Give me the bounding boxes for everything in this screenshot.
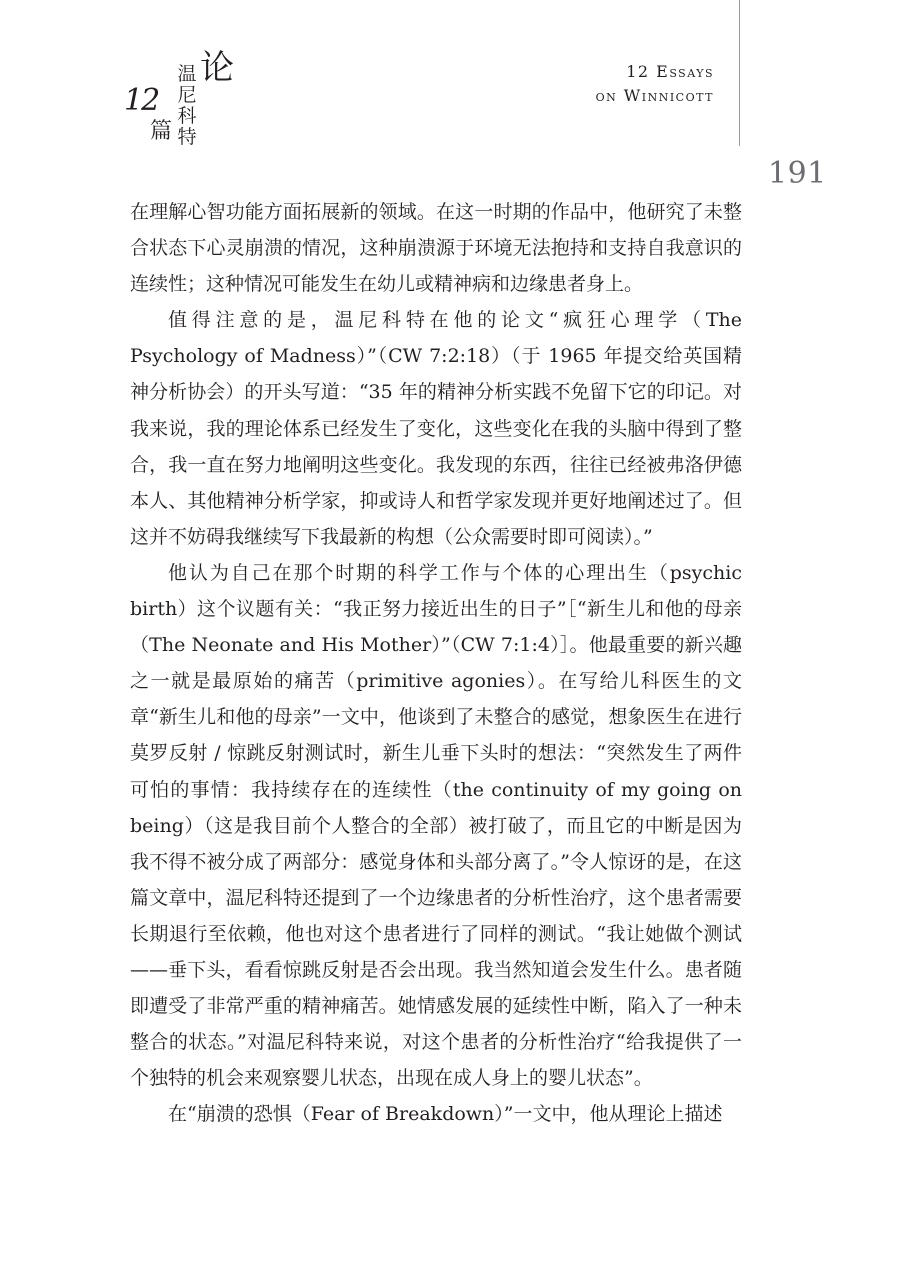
book-series-logo	[124, 50, 244, 150]
logo-char: 尼	[177, 84, 197, 106]
body-text	[130, 194, 742, 1132]
paragraph: 值得注意的是，温尼科特在他的论文“疯狂心理学（The Psychology of Madness）”（CW 7:2:18）（于 1965 年提交给英国精神分析协会）的开头写道：“35 年的精神分析实践不免留下它的印记。对我来说，我的理论体系已经发生了变化，这些变化在我的头脑中得到了整合，我一直在努力地阐明这些变化。我发现的东西，往往已经被弗洛伊德本人、其他精神分析学家，抑或诗人和哲学家发现并更好地阐述过了。但这并不妨碍我继续写下我最新的构想（公众需要时即可阅读）。”	[130, 309, 742, 548]
header-divider	[739, 0, 740, 146]
running-header	[596, 60, 714, 108]
paragraph: 在“崩溃的恐惧（Fear of Breakdown）”一文中，他从理论上描述	[168, 1103, 723, 1126]
page-number: 191	[768, 156, 827, 191]
running-header-line1: 12 Essays	[626, 62, 714, 81]
logo-number: 12	[124, 83, 159, 118]
logo-char: 科	[177, 105, 197, 127]
logo-char: 温	[177, 63, 197, 85]
logo-vertical-text	[176, 64, 198, 148]
paragraph: 他认为自己在那个时期的科学工作与个体的心理出生（psychic birth）这个议题有关：“我正努力接近出生的日子”［“新生儿和他的母亲（The Neonate and His Mother）”（CW 7:1:4）］。他最重要的新兴趣之一就是最原始的痛苦（primitive agonies）。在写给儿科医生的文章“新生儿和他的母亲”一文中，他谈到了未整合的感觉，想象医生在进行莫罗反射 / 惊跳反射测试时，新生儿垂下头时的想法：“突然发生了两件可怕的事情：我持续存在的连续性（the continuity of my going on being）（这是我目前个人整合的全部）被打破了，而且它的中断是因为我不得不被分成了两部分：感觉身体和头部分离了。”令人惊讶的是，在这篇文章中，温尼科特还提到了一个边缘患者的分析性治疗，这个患者需要长期退行至依赖，他也对这个患者进行了同样的测试。“我让她做个测试——垂下头，看看惊跳反射是否会出现。我当然知道会发生什么。患者随即遭受了非常严重的精神痛苦。她情感发展的延续性中断，陷入了一种未整合的状态。”对温尼科特来说，对这个患者的分析性治疗“给我提供了一个独特的机会来观察婴儿状态，出现在成人身上的婴儿状态”。	[130, 561, 742, 1090]
logo-char: 特	[177, 126, 197, 148]
logo-lun: 论	[200, 48, 234, 88]
paragraph: 在理解心智功能方面拓展新的领域。在这一时期的作品中，他研究了未整合状态下心灵崩溃的情况，这种崩溃源于环境无法抱持和支持自我意识的连续性；这种情况可能发生在幼儿或精神病和边缘患者身上。	[130, 201, 742, 296]
logo-pian: 篇	[150, 119, 173, 144]
running-header-line2: on Winnicott	[595, 86, 714, 105]
